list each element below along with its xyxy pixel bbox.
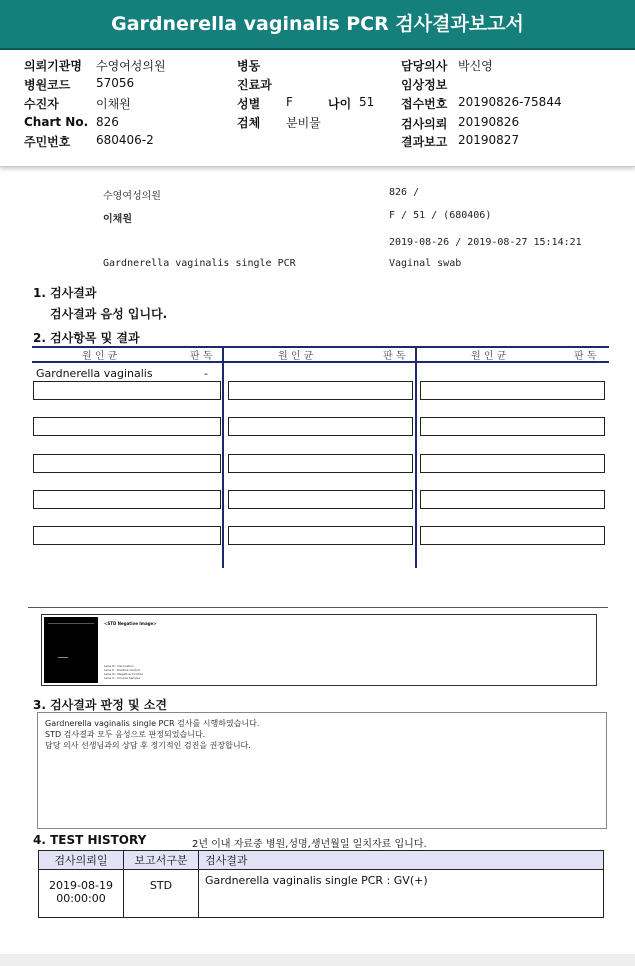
header-value: 51 [359, 95, 375, 109]
result-header: 판 독 [574, 351, 597, 362]
header-value: 박신영 [458, 59, 493, 73]
empty-cell [228, 490, 413, 509]
result-table-header [32, 346, 609, 363]
request-report-dates: 2019-08-26 / 2019-08-27 15:14:21 [389, 237, 582, 248]
pathogen-result: - [204, 367, 208, 380]
header-value: 이채원 [96, 97, 131, 111]
gel-legend [104, 664, 143, 680]
history-row [39, 870, 604, 918]
header-field: 검사의뢰 [401, 117, 448, 131]
header-field: 진료과 [237, 78, 272, 92]
header-value: 20190826-75844 [458, 95, 562, 109]
pathogen-header: 원 인 균 [82, 351, 118, 362]
section-1-title: 1. 검사결과 [33, 286, 97, 300]
header-field: Chart No. [24, 115, 89, 129]
history-result: Gardnerella vaginalis single PCR : GV(+) [199, 870, 604, 918]
header-field: 나이 [328, 97, 352, 111]
result-summary: 검사결과 음성 입니다. [50, 307, 168, 321]
test-name: Gardnerella vaginalis single PCR [103, 258, 296, 269]
header-value: 수영여성의원 [96, 59, 166, 73]
empty-cell [33, 490, 221, 509]
empty-cell [228, 454, 413, 473]
header-field: 담당의사 [401, 59, 448, 73]
gel-legend-item: Lane S : Clinical Sample [104, 676, 141, 680]
header-value: 680406-2 [96, 133, 154, 147]
gel-legend-item: Lane N : Negative Control [104, 672, 143, 676]
column-divider [222, 346, 224, 568]
specimen: Vaginal swab [389, 258, 462, 269]
history-note: 2년 이내 자료중 병원,성명,생년월일 일치자료 입니다. [192, 839, 427, 850]
gel-image [44, 617, 98, 683]
header-value: 20190827 [458, 133, 520, 147]
gel-legend-item: Lane N : Decoration [104, 664, 134, 668]
opinion-text [45, 718, 259, 751]
header-value: 분비물 [286, 116, 321, 130]
chart-no: 826 / [389, 187, 420, 198]
report-title: Gardnerella vaginalis PCR 검사결과보고서 [0, 0, 635, 50]
page-footer [0, 954, 635, 966]
header-field: 접수번호 [401, 97, 448, 111]
empty-cell [228, 417, 413, 436]
header-value: 57056 [96, 76, 135, 90]
empty-cell [420, 381, 605, 400]
header-field: 검체 [237, 116, 261, 130]
history-table [38, 850, 604, 918]
empty-cell [420, 490, 605, 509]
empty-cell [33, 417, 221, 436]
empty-cell [420, 526, 605, 545]
opinion-line: 담당 의사 선생님과의 상담 후 정기적인 검진을 권장합니다. [45, 741, 251, 750]
pathogen-header: 원 인 균 [471, 351, 507, 362]
header-value: 826 [96, 115, 119, 129]
header-field: 병원코드 [24, 78, 71, 92]
empty-cell [228, 381, 413, 400]
history-type: STD [124, 870, 199, 918]
header-field: 수진자 [24, 97, 59, 111]
empty-cell [420, 417, 605, 436]
empty-cell [33, 381, 221, 400]
gel-caption: <STD Negative Image> [104, 621, 157, 626]
empty-cell [420, 454, 605, 473]
history-header-type: 보고서구분 [124, 851, 199, 870]
empty-cell [33, 454, 221, 473]
gel-legend-item: Lane P : Positive Control [104, 668, 141, 672]
clinic-name: 수영여성의원 [103, 191, 161, 202]
history-date-cell [39, 870, 124, 918]
section-2-title: 2. 검사항목 및 결과 [33, 331, 140, 345]
header-field: 결과보고 [401, 135, 448, 149]
history-header-result: 검사결과 [199, 851, 604, 870]
header-field: 성별 [237, 97, 261, 111]
patient-name: 이채원 [103, 214, 132, 225]
section-4-title: 4. TEST HISTORY [33, 833, 147, 847]
header-value: 20190826 [458, 115, 520, 129]
opinion-line: Gardnerella vaginalis single PCR 검사를 시행하였습니다. [45, 719, 260, 728]
section-3-title: 3. 검사결과 판정 및 소견 [33, 698, 167, 712]
empty-cell [33, 526, 221, 545]
history-header-date: 검사의뢰일 [39, 851, 124, 870]
result-header: 판 독 [190, 351, 213, 362]
sex-age: F / 51 / (680406) [389, 210, 492, 221]
history-time: 00:00:00 [56, 892, 106, 905]
header-field: 의뢰기관명 [24, 59, 82, 73]
header-field: 주민번호 [24, 135, 71, 149]
pathogen-name: Gardnerella vaginalis [36, 367, 153, 380]
opinion-line: STD 검사결과 모두 음성으로 판정되었습니다. [45, 730, 206, 739]
result-header: 판 독 [383, 351, 406, 362]
header-field: 병동 [237, 59, 261, 73]
divider [28, 607, 608, 608]
header-field: 임상정보 [401, 78, 448, 92]
history-date: 2019-08-19 [49, 879, 113, 892]
column-divider [415, 346, 417, 568]
empty-cell [228, 526, 413, 545]
pathogen-header: 원 인 균 [278, 351, 314, 362]
header-value: F [286, 95, 293, 109]
